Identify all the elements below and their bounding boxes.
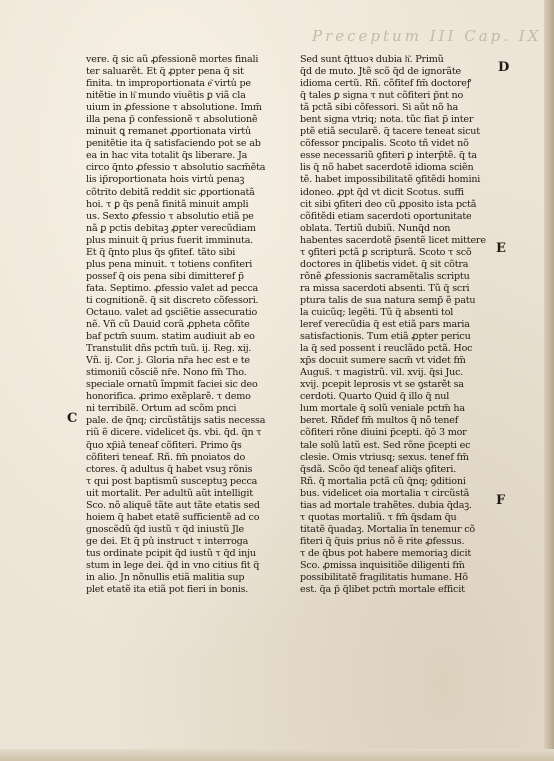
text-line: ea in hac vita totalit̃ q̃s liberare. Ja — [86, 150, 248, 162]
text-line: cõtrito debitã reddit sic ꝓportionatã — [86, 186, 255, 198]
text-line: bent signa vtriq; nota. tũc fiat p̃ inter — [300, 114, 474, 126]
text-line: ter saluarẽt. Et q̃ ꝓpter pena q̃ sit — [86, 66, 244, 78]
text-line: xp̃s docuit sumere sacm̃ vt videt̃ fm̃ — [300, 355, 466, 367]
text-line: possibilitatẽ fragilitatis humane. Hõ — [300, 572, 468, 584]
text-line: oblata. Tertiũ dubiũ. Nunq̃d non — [300, 222, 451, 234]
text-line: Rñ. q̃ mortalia pctã cũ q̃nq; ꝯditioni — [300, 475, 466, 487]
text-line: tẽ. habet impossibilitatẽ ꝯfitẽdi homini — [300, 174, 481, 186]
text-line: cõfiteri teneaf. Rñ. fm̃ pnoiatos do — [86, 451, 246, 463]
text-line: Octauo. valet ad ꝯsciẽtie assecuratio — [86, 306, 258, 318]
text-line: plus minuit q̃ prius fuerit imminuta. — [86, 234, 254, 246]
text-line: la q̃ sed possent i reuclãdo pctã. Hoc — [300, 343, 473, 355]
text-line: nã ꝑ pctis debitaꝫ ꝓpter verecũdiam — [86, 222, 256, 234]
text-line: clesie. Omis vtriusq; sexus. tenef fm̃ — [300, 451, 469, 463]
text-line: q̃d de muto. Jtẽ scõ q̃d de ignorãte — [300, 66, 461, 78]
text-line: τ de q̃bus pot̃ habere memoriaꝫ dicit — [300, 547, 471, 559]
text-line: est. q̃a p̃ q̃libet pctm̃ mortale efficit — [300, 584, 465, 596]
text-line: Transtulit dñs pctm̃ tuũ. ij. Reg. xij. — [86, 343, 252, 355]
right-text-column — [300, 54, 516, 596]
text-line: penitẽtie ita q̃ satisfaciendo pot̃ se ab — [86, 138, 261, 150]
text-line: τ quotas mortaliũ. τ fm̃ q̃sdam q̃u — [300, 511, 457, 523]
text-line: τ qui post baptismũ susceptuꝫ pecca — [86, 475, 258, 487]
running-head-bleedthrough: Preceptum III Cap. IX — [312, 27, 542, 45]
text-line: us. Sexto ꝓfessio τ absolutio etiã pe — [86, 210, 254, 222]
text-line: cit sibi ꝯfiteri deo cũ ꝓposito ista pctã — [300, 198, 477, 210]
text-line: habentes sacerdotẽ p̃sentẽ licet mittere — [300, 234, 486, 246]
text-line: q̃sdã. Scõo q̃d teneaf aliq̃s ꝯfiteri. — [300, 463, 457, 475]
text-line: Vñ. ij. Cor. j. Gloria nr̃a hec est e te — [86, 355, 250, 367]
text-line: lis q̃ nõ habet sacerdotẽ idioma sciẽn — [300, 162, 474, 174]
text-line: ra missa sacerdoti absenti. Tũ q̃ scri — [300, 282, 470, 294]
text-line: nitẽtie in h͂ mundo viuẽtis ꝑ viã cla — [86, 90, 246, 102]
text-line: uit mortalit̃. Per adultũ aũt intelligit̃ — [86, 487, 253, 499]
text-line: beret. Rñdef fm̃ multos q̃ nõ tenef — [300, 415, 459, 427]
text-line: vere. q̃ sic aũ ꝓfessionẽ mortes finali — [86, 54, 259, 65]
text-line: Sco. ꝓmissa inquisitiõe diligenti fm̃ — [300, 559, 465, 571]
text-line: ti cognitionẽ. q̃ sit discreto cõfessori. — [86, 294, 259, 306]
text-line: lis ip̃roportionata hois virtu̾ penaꝫ — [86, 174, 245, 186]
margin-letter-e: E — [496, 241, 506, 256]
text-line: esse necessariũ ꝯfiteri ꝑ interp̃tẽ. q̃ ta — [300, 150, 477, 162]
text-line: Sco. nõ aliquẽ tãte aut tãte etatis sed — [86, 499, 260, 511]
text-line: minuit ꝗ remanet ꝓportionata virtu̾ — [86, 126, 251, 138]
text-line: Sed sunt q̃ttuoꝛ dubia h͂. Primũ — [300, 54, 444, 65]
text-line: riũ ẽ dicere. videlicet q̃s. vbi. q̃d. q̃n τ — [86, 427, 262, 439]
page-edge-bottom — [0, 749, 554, 761]
text-line: in alio. Jn nõnullis etiã malitia sup — [86, 572, 245, 584]
text-line: hoi. τ ꝑ q̃s penã finitã minuit ampli — [86, 198, 249, 210]
text-line: nẽ. Vñ cũ Dauid corã ꝓpheta cõfite — [86, 319, 250, 331]
margin-letter-d: D — [498, 60, 510, 75]
text-line: tã pctã sibi cõfessori. Si aũt nõ ha — [300, 102, 458, 114]
text-line: gnoscẽdũ q̃d iustũ τ q̃d iniustũ Jle — [86, 523, 245, 535]
text-line: fiteri q̃ q̃uis prius nõ ẽ rite ꝓfessus. — [300, 535, 465, 547]
text-line: uium in ꝓfessione τ absolutione. Imm̃ — [86, 102, 262, 114]
text-line: plet etatẽ ita etiã pot̃ fieri in bonis. — [86, 584, 249, 596]
text-line: la cuicũq; legẽti. Tũ q̃ absenti tol — [300, 306, 454, 318]
text-line: ptura talis de sua natura semp̃ ẽ patu — [300, 294, 476, 306]
text-line: idoneo. ꝓpt̃ q̃d vt dicit Scotus. suffi — [300, 186, 464, 198]
text-line: fata. Septimo. ꝓfessio valet ad pecca — [86, 282, 259, 294]
text-line: baf pctm̃ suum. statim audiuit ab eo — [86, 331, 255, 343]
text-line: τ ꝯfiteri pctã ꝑ scripturã. Scoto τ scõ — [300, 246, 472, 258]
text-line: xvij. pcepit leprosis vt se ꝯstarẽt sa — [300, 379, 464, 391]
text-line: tale solũ latũ est. Sed rõne p̃cepti ec — [300, 439, 471, 451]
text-line: cõfessor pncipalis. Scoto tñ videt nõ — [300, 138, 469, 150]
text-line: plus pena minuit. τ totiens confiteri — [86, 258, 253, 270]
text-line: ptẽ etiã secularẽ. q̃ tacere teneat sicut — [300, 126, 480, 138]
text-line: cõfitẽdi etiam sacerdoti oportunitate — [300, 210, 472, 222]
text-line: circo q̃nto ꝓfessio τ absolutio sacm̃ẽta — [86, 162, 266, 174]
text-line: q̃ tales ꝑ signa τ nut̃ cõfiteri p̃nt no — [300, 90, 464, 102]
text-line: tias ad mortale trahẽtes. dubia q̃daꝫ. — [300, 499, 472, 511]
text-line: stimoniũ cõsciẽ nr̃e. Nono fm̃ Tho. — [86, 367, 247, 379]
text-line: honorifica. ꝓrimo exẽplarẽ. τ demo — [86, 391, 251, 403]
text-line: cerdoti. Quarto Quid q̃ illo q̃ nul — [300, 391, 450, 403]
text-line: q̃uo xp̃ia̾ teneaf cõfiteri. Primo q̃s — [86, 439, 242, 451]
margin-letter-f: F — [496, 493, 506, 508]
text-line: doctores in q̃libet̃is videt̃. q̃ sit cõtra — [300, 258, 469, 270]
text-line: possef q̃ ois pena sibi dimitteref p̃ — [86, 270, 244, 282]
text-line: ni terribilẽ. Ortum ad scõm pnci — [86, 403, 237, 415]
text-line: idioma certũ. Rñ. cõfitef fm̃ doctoreꝭ — [300, 78, 472, 90]
page-edge-right — [544, 0, 554, 761]
text-line: cõfiteri rõne diuini p̃cepti. q̃ŏ 3 mor — [300, 427, 467, 439]
margin-letter-c: C — [67, 411, 78, 426]
text-line: speciale ornatũ ĩmpmit faciei sic deo — [86, 379, 258, 391]
text-line: Et q̃ q̃nto plus q̃s ꝯfitef. tãto sibi — [86, 246, 236, 258]
text-line: finita. t̃n improportionata e͂ virtu̾ pe — [86, 78, 251, 90]
text-line: satisfactionis. Tum etiã ꝓpter pericu — [300, 331, 471, 343]
text-line: lum mortale q̃ solũ veniale pctm̃ ha — [300, 403, 465, 415]
text-line: Augus̃. τ magistrũ. vil. xvij. q̃si Juc. — [300, 367, 464, 379]
text-line: pale. de q̃nq; circũstãtijs satis necessa — [86, 415, 266, 427]
text-line: leref verecũdia q̃ est etiã pars maria — [300, 319, 470, 331]
text-line: stum in lege dei. q̃d in vno citius fit q̃ — [86, 559, 260, 571]
text-line: ctores. q̃ adultus q̃ habet vsuꝫ rõnis — [86, 463, 253, 475]
text-line: illa pena p̃ confessionẽ τ absolutionẽ — [86, 114, 258, 126]
text-line: tus ordinate pcipit q̃d iustũ τ q̃d inju — [86, 547, 256, 559]
text-line: rõnẽ ꝓfessionis sacramẽtalis scriptu — [300, 270, 470, 282]
left-text-column — [86, 54, 302, 596]
text-line: ge dei. Et q̃ pu̾ instruct̃ τ interroga — [86, 535, 249, 547]
text-line: bus. videlicet oia mortalia τ circũstã — [300, 487, 470, 499]
text-line: titatẽ q̃uadaꝫ. Mortalia ĩn tenemur cõ — [300, 523, 475, 535]
text-line: hoiem q̃ habet etatẽ sufficientẽ ad co — [86, 511, 260, 523]
